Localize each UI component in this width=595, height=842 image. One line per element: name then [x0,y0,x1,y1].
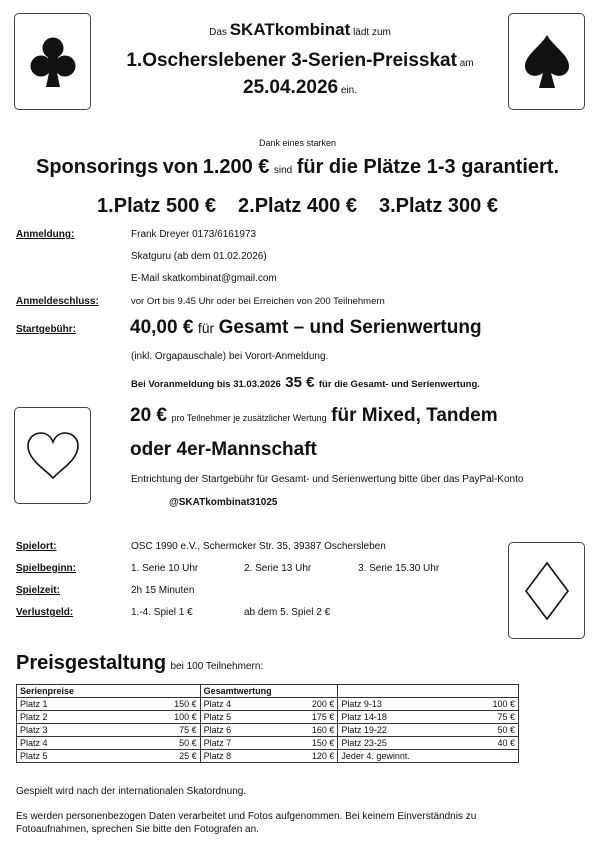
preis-heading [16,652,263,675]
table-row [17,737,519,750]
cell: Platz 1 [17,698,117,711]
cell: 75 € [428,711,519,724]
cell: 200 € [265,698,338,711]
verlustgeld-label: Verlustgeld: [16,607,74,618]
startgebuehr-fuer: für [197,320,215,336]
spielbeginn-serie-3: 3. Serie 15.30 Uhr [358,563,440,574]
anmeldung-line-1: Frank Dreyer 0173/6161973 [131,229,257,240]
privacy-line-1: Es werden personenbezogen Daten verarbeitet und Fotos aufgenommen. Bei keinem Einverständnis zu [16,811,477,822]
spielort-label: Spielort: [16,541,57,552]
cell: Jeder 4. gewinnt. [338,750,428,763]
spade-icon [522,33,572,91]
spielbeginn-label: Spielbeginn: [16,563,76,574]
cell: Platz 14-18 [338,711,428,724]
spielbeginn-serie-2: 2. Serie 13 Uhr [244,563,312,574]
cell: Platz 7 [200,737,265,750]
anmeldeschluss-label: Anmeldeschluss: [16,296,99,307]
event-date-post: ein. [340,85,357,96]
cell: Platz 5 [17,750,117,763]
diamond-card [508,542,585,639]
header-line3 [100,77,500,99]
paypal-account: @SKATkombinat31025 [169,497,278,508]
head-serienpreise: Serienpreise [17,685,201,698]
head-gesamtwertung: Gesamtwertung [200,685,338,698]
cell: 40 € [428,737,519,750]
sponsor-rest: für die Plätze 1-3 garantiert. [296,156,559,178]
extra-price: 20 € [130,405,167,426]
cell: Platz 2 [17,711,117,724]
startgebuehr-price: 40,00 € [130,317,194,338]
cell: Platz 3 [17,724,117,737]
sponsor-von: von [162,156,199,178]
cell: 50 € [428,724,519,737]
cell: Platz 5 [200,711,265,724]
startgebuehr-label: Startgebühr: [16,324,76,335]
voranmeldung-b: für die Gesamt- und Serienwertung. [318,379,480,390]
cell: 100 € [428,698,519,711]
sponsor-line [0,156,595,179]
header-brand: SKATkombinat [229,20,351,39]
extra-big-2: oder 4er-Mannschaft [130,439,317,460]
header-post: lädt zum [353,27,391,38]
voranmeldung-line [131,374,480,392]
table-row [17,711,519,724]
header-pre: Das [209,27,227,38]
verlustgeld-a: 1.-4. Spiel 1 € [131,607,193,618]
paypal-text: Entrichtung der Startgebühr für Gesamt- und Serienwertung bitte über das PayPal-Konto [131,474,524,485]
cell: Platz 19-22 [338,724,428,737]
extra-line-1 [130,405,498,427]
cell: 150 € [116,698,200,711]
prize-table [16,684,519,763]
cell [428,750,519,763]
sponsor-amount: 1.200 € [202,156,270,178]
cell: Platz 4 [17,737,117,750]
privacy-line-2: Fotoaufnahmen, sprechen Sie bitte den Fotografen an. [16,824,259,835]
club-card [14,13,91,110]
startgebuehr-incl: (inkl. Orgapauschale) bei Vorort-Anmeldung. [131,351,329,362]
cell: Platz 23-25 [338,737,428,750]
preis-sub: bei 100 Teilnehmern: [170,661,264,672]
event-title-am: am [459,58,474,69]
heart-icon [24,430,82,482]
startgebuehr-line [130,317,482,339]
place-3: 3.Platz 300 € [378,195,498,217]
header-line2 [95,50,505,72]
anmeldung-line-3: E-Mail skatkombinat@gmail.com [131,273,277,284]
startgebuehr-wertung: Gesamt – und Serienwertung [218,317,482,338]
verlustgeld-b: ab dem 5. Spiel 2 € [244,607,331,618]
cell: 100 € [116,711,200,724]
places-line [0,195,595,218]
anmeldung-label: Anmeldung: [16,229,75,240]
cell: 50 € [116,737,200,750]
cell: Platz 9-13 [338,698,428,711]
cell: 75 € [116,724,200,737]
cell: 175 € [265,711,338,724]
spielort-text: OSC 1990 e.V., Schermcker Str. 35, 39387 Oschersleben [131,541,386,552]
extra-big-1: für Mixed, Tandem [331,405,498,426]
spade-card [508,13,585,110]
club-icon [28,34,78,90]
extra-small: pro Teilnehmer je zusätzlicher Wertung [171,413,327,423]
prize-header-row [17,685,519,698]
anmeldeschluss-text: vor Ort bis 9.45 Uhr oder bei Erreichen von 200 Teilnehmern [131,296,385,307]
anmeldung-line-2: Skatguru (ab dem 01.02.2026) [131,251,267,262]
place-1: 1.Platz 500 € [97,195,217,217]
sponsor-sind: sind [273,165,293,176]
cell: Platz 8 [200,750,265,763]
cell: 25 € [116,750,200,763]
head-empty [338,685,519,698]
place-2: 2.Platz 400 € [238,195,357,217]
sponsor-word: Sponsorings [36,156,159,178]
table-row [17,750,519,763]
spielzeit-label: Spielzeit: [16,585,60,596]
header-line1 [100,20,500,40]
heart-card [14,407,91,504]
table-row [17,724,519,737]
voranmeldung-a: Bei Voranmeldung bis 31.03.2026 [131,379,281,390]
table-row [17,698,519,711]
rules-text: Gespielt wird nach der internationalen Skatordnung. [16,786,247,797]
cell: 120 € [265,750,338,763]
cell: Platz 4 [200,698,265,711]
spielbeginn-serie-1: 1. Serie 10 Uhr [131,563,199,574]
preis-title: Preisgestaltung [16,652,167,674]
event-date: 25.04.2026 [243,77,339,98]
cell: 150 € [265,737,338,750]
cell: 160 € [265,724,338,737]
event-title: 1.Oscherslebener 3-Serien-Preisskat [126,50,457,71]
sponsor-intro: Dank eines starken [258,138,337,148]
voranmeldung-price: 35 € [285,374,315,391]
spielzeit-text: 2h 15 Minuten [131,585,195,596]
diamond-icon [522,559,572,623]
cell: Platz 6 [200,724,265,737]
